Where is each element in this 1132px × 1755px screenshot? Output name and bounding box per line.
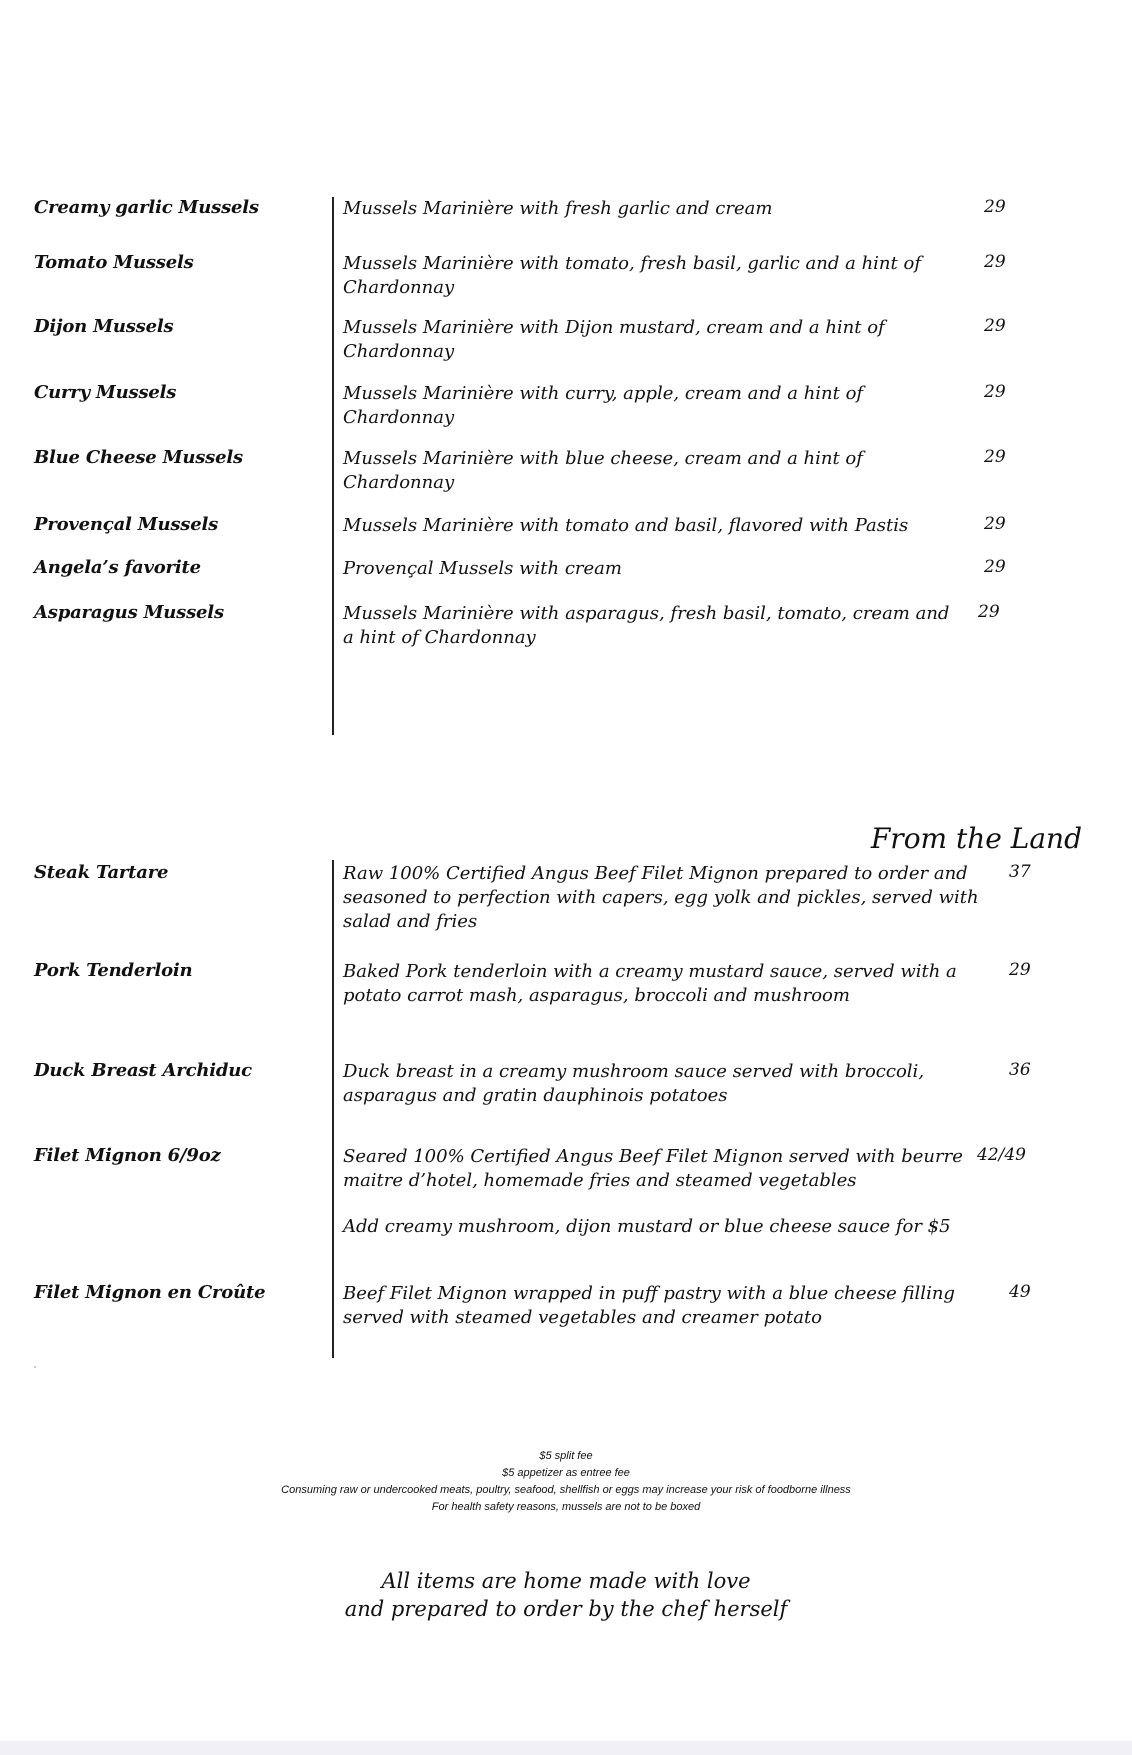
mussels-divider-line (332, 197, 334, 735)
item-price: 29 (984, 382, 1006, 402)
item-name: Asparagus Mussels (34, 602, 224, 623)
item-price: 29 (984, 316, 1006, 336)
item-price: 29 (1009, 960, 1031, 980)
item-name: Pork Tenderloin (34, 960, 193, 981)
footnote-raw-warning: Consuming raw or undercooked meats, poultry, seafood, shellfish or eggs may increase your risk of foodborne illness (281, 1484, 851, 1496)
item-price: 29 (978, 602, 1000, 622)
item-description: Mussels Marinière with fresh garlic and cream (343, 198, 773, 219)
item-name: Angela’s favorite (34, 557, 201, 578)
tagline-line-1: All items are home made with love (381, 1569, 751, 1593)
stray-mark (34, 1366, 36, 1368)
item-name: Duck Breast Archiduc (34, 1060, 252, 1081)
item-addon-note: Add creamy mushroom, dijon mustard or blue cheese sauce for $5 (343, 1216, 951, 1237)
item-description: Raw 100% Certified Angus Beef Filet Mignon prepared to order and seasoned to perfection with capers, egg yolk and pickles, served with salad and fries (343, 863, 979, 932)
item-description: Mussels Marinière with asparagus, fresh basil, tomato, cream and a hint of Chardonnay (343, 603, 950, 648)
item-price: 29 (984, 447, 1006, 467)
footnote-mussels-boxing: For health safety reasons, mussels are not to be boxed (431, 1501, 701, 1513)
item-name: Blue Cheese Mussels (34, 447, 243, 468)
item-name: Curry Mussels (34, 382, 177, 403)
item-description: Duck breast in a creamy mushroom sauce served with broccoli, asparagus and gratin dauphinois potatoes (343, 1061, 925, 1106)
item-name: Dijon Mussels (34, 316, 174, 337)
item-name: Creamy garlic Mussels (34, 197, 259, 218)
item-description: Mussels Marinière with tomato and basil, flavored with Pastis (343, 515, 909, 536)
item-name: Steak Tartare (34, 862, 169, 883)
item-description: Baked Pork tenderloin with a creamy mustard sauce, served with a potato carrot mash, asparagus, broccoli and mushroom (343, 961, 957, 1006)
footnote-split-fee: $5 split fee (539, 1450, 593, 1462)
item-price: 29 (984, 197, 1006, 217)
item-description: Mussels Marinière with curry, apple, cream and a hint of Chardonnay (343, 383, 864, 428)
item-description: Seared 100% Certified Angus Beef Filet Mignon served with beurre maitre d’hotel, homemade fries and steamed vegetables (343, 1146, 963, 1191)
item-price: 49 (1009, 1282, 1031, 1302)
tagline-line-2: and prepared to order by the chef herself (344, 1597, 788, 1621)
footnotes (0, 1448, 1132, 1516)
item-description: Mussels Marinière with blue cheese, cream and a hint of Chardonnay (343, 448, 863, 493)
item-name: Filet Mignon 6/9oz (34, 1145, 221, 1166)
footnote-appetizer-fee: $5 appetizer as entree fee (502, 1467, 630, 1479)
item-price: 29 (984, 252, 1006, 272)
item-name: Tomato Mussels (34, 252, 194, 273)
item-price: 42/49 (977, 1145, 1026, 1165)
item-name: Provençal Mussels (34, 514, 219, 535)
item-price: 29 (984, 514, 1006, 534)
item-description: Provençal Mussels with cream (343, 558, 622, 579)
item-price: 37 (1009, 862, 1031, 882)
item-price: 36 (1009, 1060, 1031, 1080)
tagline (0, 1567, 1132, 1623)
item-description: Beef Filet Mignon wrapped in puff pastry with a blue cheese filling served with steamed vegetables and creamer potato (343, 1283, 955, 1328)
item-description: Mussels Marinière with tomato, fresh basil, garlic and a hint of Chardonnay (343, 253, 921, 298)
item-description: Mussels Marinière with Dijon mustard, cream and a hint of Chardonnay (343, 317, 885, 362)
item-name: Filet Mignon en Croûte (34, 1282, 266, 1303)
section-title: From the Land (870, 822, 1082, 855)
land-divider-line (332, 860, 334, 1358)
item-price: 29 (984, 557, 1006, 577)
